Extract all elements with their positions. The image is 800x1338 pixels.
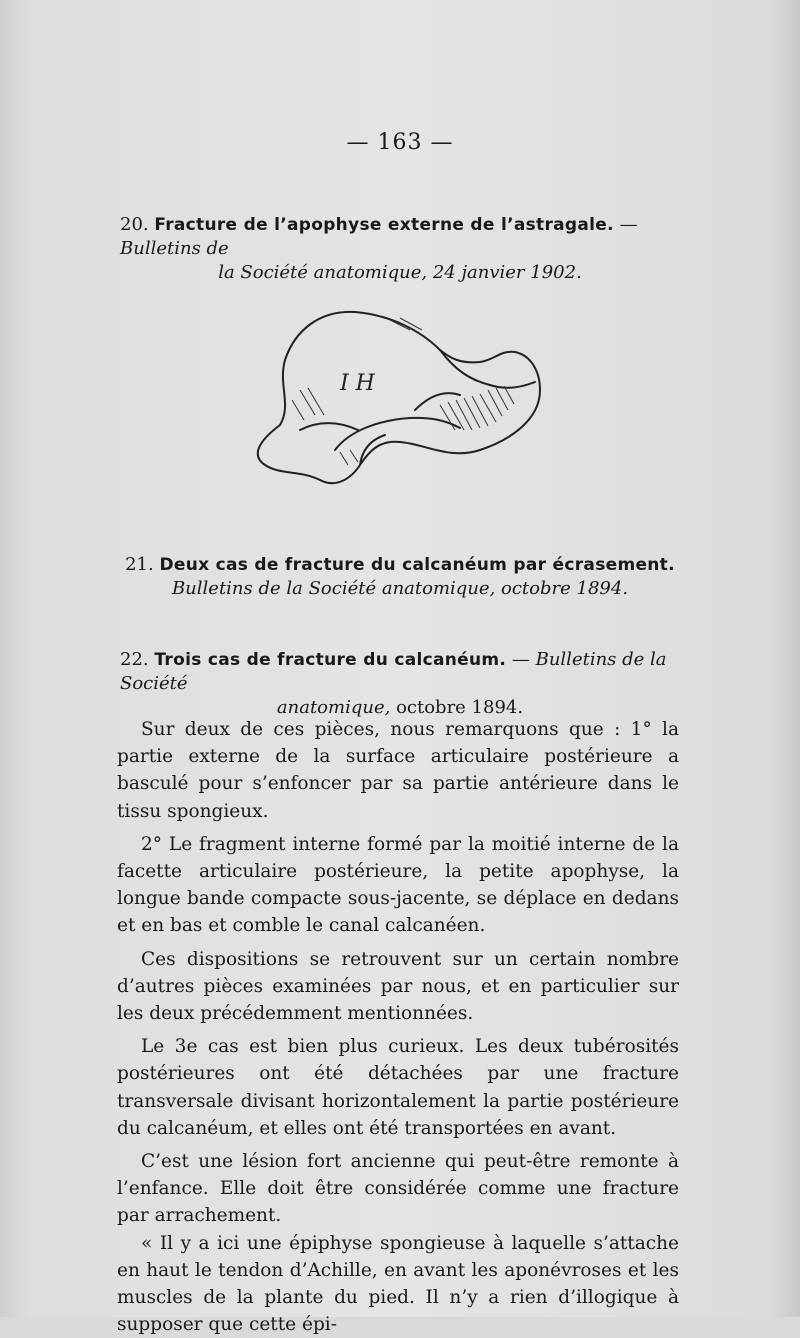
entry-source: Bulletins de la Société bbox=[120, 649, 667, 694]
bibliography-entry-21 bbox=[120, 553, 680, 601]
entry-number: 22. bbox=[120, 649, 149, 670]
entry-source: Bulletins de bbox=[120, 238, 229, 259]
paragraph: C’est une lésion fort ancienne qui peut-être remonte à l’enfance. Elle doit être considérée comme une fracture par arrachement. bbox=[117, 1151, 679, 1227]
entry-title: Fracture de l’apophyse externe de l’astragale. bbox=[154, 215, 614, 235]
entry-number: 21. bbox=[125, 554, 154, 575]
paragraph: Le 3e cas est bien plus curieux. Les deux tubérosités postérieures ont été détachées par une fracture transversale divisant horizontalement la partie postérieure du calcanéum, et elles ont été transportées en avant. bbox=[117, 1036, 679, 1139]
entry-title: Deux cas de fracture du calcanéum par écrasement. bbox=[159, 555, 675, 575]
entry-dash: — bbox=[613, 214, 638, 235]
entry-source-date: octobre 1894. bbox=[390, 697, 524, 718]
body-text bbox=[117, 716, 679, 1338]
bibliography-entry-22 bbox=[120, 648, 680, 720]
entry-title: Trois cas de fracture du calcanéum. bbox=[154, 650, 507, 670]
bibliography-entry-20 bbox=[120, 213, 680, 285]
entry-dash: — bbox=[506, 649, 536, 670]
figure-inscription: I H bbox=[340, 371, 375, 396]
entry-source-continued: la Société anatomique, 24 janvier 1902. bbox=[218, 262, 582, 283]
paragraph: Sur deux de ces pièces, nous remarquons que : 1° la partie externe de la surface articulaire postérieure a basculé pour s’enfoncer par sa partie antérieure dans le tissu spongieux. bbox=[117, 719, 679, 822]
entry-source: Bulletins de la Société anatomique, octobre 1894. bbox=[171, 578, 629, 599]
paragraph: Ces dispositions se retrouvent sur un certain nombre d’autres pièces examinées par nous, et en particulier sur les deux précédemment mentionnées. bbox=[117, 948, 679, 1025]
paragraph: 2° Le fragment interne formé par la moitié interne de la facette articulaire postérieure, la petite apophyse, la longue bande compacte sous-jacente, se déplace en dedans et en bas et comble le canal calcanéen. bbox=[117, 833, 679, 937]
entry-source-journal: anatomique, bbox=[276, 697, 391, 718]
paragraph: « Il y a ici une épiphyse spongieuse à laquelle s’attache en haut le tendon d’Achille, en avant les aponévroses et les muscles de la plante du pied. Il n’y a rien d’illogique à supposer que cette épi- bbox=[117, 1232, 679, 1336]
page-number: — 163 — bbox=[346, 130, 454, 155]
entry-number: 20. bbox=[120, 214, 149, 235]
bone-fracture-illustration bbox=[240, 290, 550, 515]
